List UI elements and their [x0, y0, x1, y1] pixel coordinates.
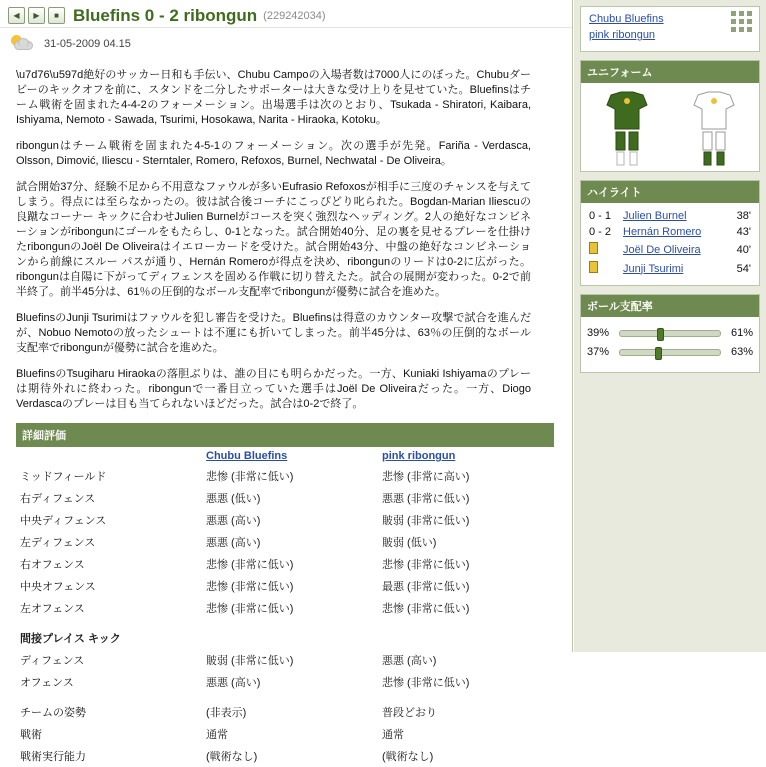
- table-row: [16, 531, 554, 553]
- possession-panel: [580, 294, 760, 373]
- highlight-player: [621, 259, 723, 278]
- indirect-freekick-title: 間接プレイス キック: [20, 633, 121, 645]
- row-away-value: 通常: [382, 729, 404, 741]
- row-away-value: 悪悪 (高い): [382, 655, 437, 667]
- match-header: [0, 0, 572, 28]
- row-label: 右オフェンス: [20, 559, 85, 571]
- row-home-value: 悪悪 (高い): [206, 537, 261, 549]
- row-home-value: 悲惨 (非常に低い): [206, 559, 294, 571]
- possession-left-value: 39%: [587, 327, 610, 339]
- table-row: [16, 701, 554, 723]
- table-row: [16, 553, 554, 575]
- match-datetime-row: [0, 28, 572, 62]
- uniform-panel: [580, 60, 760, 172]
- col-header-blank: [16, 447, 202, 465]
- possession-bar[interactable]: [619, 349, 721, 356]
- row-home-value: 悪悪 (高い): [206, 515, 261, 527]
- highlight-row: [587, 208, 753, 224]
- highlight-player: [621, 208, 723, 224]
- drag-handle-icon[interactable]: [731, 11, 753, 33]
- player-link[interactable]: Junji Tsurimi: [623, 262, 684, 275]
- row-away-value: 悲惨 (非常に低い): [382, 603, 470, 615]
- row-away-value: (戦術なし): [382, 751, 434, 763]
- row-home-value: 悲惨 (非常に低い): [206, 471, 294, 483]
- row-home-value: 悲惨 (非常に低い): [206, 581, 294, 593]
- sidebar: [574, 0, 766, 652]
- highlight-score: 0 - 2: [589, 226, 612, 238]
- table-row: [16, 723, 554, 745]
- table-row: [16, 509, 554, 531]
- match-id: (229242034): [263, 9, 326, 22]
- table-row: [16, 597, 554, 619]
- report-paragraph-1: \u7d76\u597d絶好のサッカー日和も手伝い、Chubu Campoの入場者数は7000人にのぼった。Chubuダービーのキックオフを前に、スタンドを二分したサポーターは大きな受け上りを見せていた。Bluefinsはチーム戦術を固まれた4-4-2のフォーメーション。出場選手は次のとおり、Tsukada - Shiratori, Kaibara, Ishiyama, Nemoto - Sawada, Tsurimi, Hosokawa, Narita - Hiraoka, Kotoku。: [16, 69, 531, 126]
- row-away-value: 悲惨 (非常に低い): [382, 677, 470, 689]
- highlights-table: [587, 208, 753, 278]
- row-away-value: 悪悪 (非常に低い): [382, 493, 470, 505]
- table-row: [16, 487, 554, 509]
- row-label: 左ディフェンス: [20, 537, 96, 549]
- detailed-ratings-section: [16, 423, 554, 767]
- report-paragraph-2: ribongunはチーム戦術を固まれた4-5-1のフォーメーション。次の選手が先発。Fariña - Verdasca, Olsson, Dimović, Iliescu - Sterntaler, Romero, Refoxos, Burnel, Nechwatal - De Oliveira。: [16, 140, 531, 167]
- sidebar-item-home-team[interactable]: Chubu Bluefins: [589, 13, 664, 25]
- row-label: ミッドフィールド: [20, 471, 107, 483]
- row-home-value: (非表示): [206, 707, 247, 719]
- table-row: [16, 671, 554, 693]
- row-home-value: 悪悪 (低い): [206, 493, 261, 505]
- row-label: 戦術実行能力: [20, 751, 86, 763]
- possession-row: [587, 346, 753, 358]
- report-paragraph-4: BluefinsのJunji Tsurimiはファウルを犯し審告を受けた。Bluefinsは得意のカウンター攻撃で試合を進んだが、Nobuo Nemotoの放ったシュートは不運にも折いてしまった。前半45分は、63％の圧倒的なボール支配率でribongunが優勢に試合を進めた。: [16, 312, 531, 354]
- highlight-minute: 54': [736, 262, 751, 275]
- possession-left-value: 37%: [587, 346, 610, 358]
- section-heading-row: [16, 627, 554, 649]
- page-title: Bluefins 0 - 2 ribongun: [73, 5, 258, 25]
- row-home-value: 悪悪 (高い): [206, 677, 261, 689]
- report-paragraph-3: 試合開始37分、経験不足から不用意なファウルが多いEufrasio Refoxosが相手に三度のチャンスを与えてしまう。得点には至らなかったの。彼は試合後コーチにこっぴどり叱られた。Bogdan-Marian Iliescuの良蹴なコーナー キックに合わせJulien Burnelがコースを突く強烈なヘッディング。2人の絶好なコンビネーションがribongunにゴールをもたらし、0-1となった。試合開始40分、足の裏を見せるプレーを仕掛けたribongunのJoël De Oliveiraはイエローカードを受けた。試合開始43分、中盤の絶好なコンビネーションから前線にスルー パスが通り、Hernán Romeroが得点を決め、ribongunのリードは0-2に広がった。ribongunは自陽に下がってディフェンスを固める作戦に切り替えたた。試合の展開が変わった。0-2で前半終了。前半45分は、61％の圧倒的なボール支配率でribongunが優勢に試合を進めた。: [16, 181, 531, 298]
- navigation-buttons: [8, 7, 65, 24]
- highlight-row: [587, 224, 753, 240]
- possession-row: [587, 327, 753, 339]
- row-away-value: 最悪 (非常に低い): [382, 581, 470, 593]
- row-away-value: 貱弱 (低い): [382, 537, 437, 549]
- player-link[interactable]: Joël De Oliveira: [623, 243, 701, 256]
- highlight-player: [621, 224, 723, 240]
- sun-cloud-icon: [10, 34, 36, 54]
- next-match-button[interactable]: ▶: [28, 7, 45, 24]
- highlight-minute: 38': [736, 210, 751, 222]
- row-home-value: 貱弱 (非常に低い): [206, 655, 294, 667]
- row-label: 右ディフェンス: [20, 493, 96, 505]
- uniform-panel-title: ユニフォーム: [581, 61, 759, 83]
- col-header-home-team[interactable]: Chubu Bluefins: [206, 450, 288, 462]
- highlights-body: [581, 203, 759, 285]
- home-kit: [596, 89, 658, 167]
- highlights-panel: [580, 180, 760, 286]
- sidebar-item-away-team[interactable]: pink ribongun: [589, 29, 656, 41]
- row-label: 中央オフェンス: [20, 581, 96, 593]
- table-header-row: [16, 447, 554, 465]
- row-label: チームの姿勢: [20, 707, 86, 719]
- possession-right-value: 63%: [730, 346, 753, 358]
- player-link[interactable]: Hernán Romero: [623, 226, 702, 238]
- row-label: 左オフェンス: [20, 603, 85, 615]
- table-row: [16, 649, 554, 671]
- previous-match-button[interactable]: ◀: [8, 7, 25, 24]
- away-kit: [683, 89, 745, 167]
- stats-section-title: 詳細評価: [16, 423, 554, 447]
- match-menu-button[interactable]: ■: [48, 7, 65, 24]
- row-home-value: (戦術なし): [206, 751, 258, 763]
- ratings-table: [16, 447, 554, 767]
- highlight-score: 0 - 1: [589, 210, 612, 222]
- match-report-text: [0, 62, 545, 412]
- row-label: 戦術: [20, 729, 42, 741]
- highlight-minute: 40': [736, 243, 751, 256]
- row-away-value: 悲惨 (非常に低い): [382, 559, 470, 571]
- match-datetime: 31-05-2009 04.15: [44, 38, 131, 50]
- highlights-panel-title: ハイライト: [581, 181, 759, 203]
- possession-bar[interactable]: [619, 330, 721, 337]
- yellow-card-icon: [587, 240, 621, 259]
- highlight-minute: 43': [736, 226, 751, 238]
- row-label: オフェンス: [20, 677, 74, 689]
- row-label: ディフェンス: [20, 655, 85, 667]
- table-spacer: [16, 693, 554, 701]
- yellow-card-icon: [587, 259, 621, 278]
- table-row: [16, 575, 554, 597]
- table-row: [16, 465, 554, 487]
- highlight-player: [621, 240, 723, 259]
- highlight-row: [587, 259, 753, 278]
- kits-container: [581, 83, 759, 171]
- row-away-value: 悲惨 (非常に高い): [382, 471, 470, 483]
- possession-body: [581, 317, 759, 372]
- table-spacer: [16, 619, 554, 627]
- possession-panel-title: ボール支配率: [581, 295, 759, 317]
- player-link[interactable]: Julien Burnel: [623, 210, 687, 222]
- table-row: [16, 745, 554, 767]
- row-home-value: 通常: [206, 729, 228, 741]
- away-kit-icon: [686, 89, 742, 167]
- possession-right-value: 61%: [730, 327, 753, 339]
- home-kit-icon: [599, 89, 655, 167]
- row-away-value: 普段どおり: [382, 707, 437, 719]
- team-links-panel: [580, 6, 760, 52]
- highlight-row: [587, 240, 753, 259]
- report-paragraph-5: BluefinsのTsugiharu Hiraokaの落胆ぶりは、誰の目にも明らかだった。一方、Kuniaki Ishiyamaのプレーは期待外れに終わった。ribongunで一番目立っていた選手はJoël De Oliveiraだった。一方、Diogo Verdascaのプレーは目も当てられないほどだった。試合は0-2で終了。: [16, 368, 531, 410]
- col-header-away-team[interactable]: pink ribongun: [382, 450, 456, 462]
- row-label: 中央ディフェンス: [20, 515, 107, 527]
- row-home-value: 悲惨 (非常に低い): [206, 603, 294, 615]
- row-away-value: 貱弱 (非常に低い): [382, 515, 470, 527]
